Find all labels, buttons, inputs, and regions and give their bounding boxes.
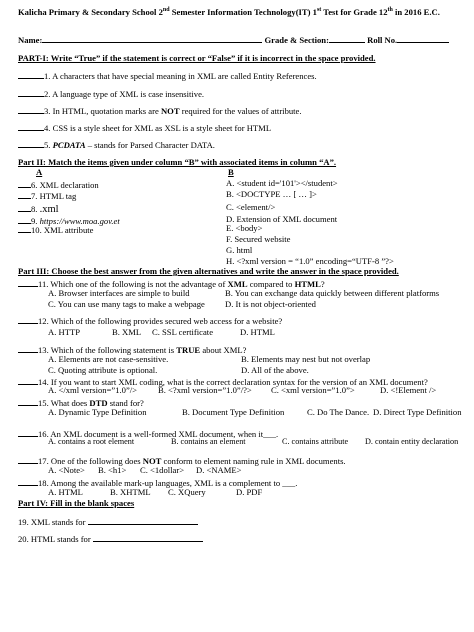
question-16: 16. An XML document is a well-formed XML document, when it___. <box>18 428 278 439</box>
match-item-b: A. <student id='101'></student> <box>226 178 338 188</box>
answer-blank[interactable] <box>18 344 38 353</box>
option: B. You can exchange data quickly between different platforms <box>225 288 440 298</box>
answer-blank[interactable] <box>88 516 198 525</box>
part4-heading: Part IV: Fill in the blank spaces <box>18 498 135 508</box>
match-item-a: 7. HTML tag <box>18 190 76 201</box>
option: A. Dynamic Type Definition <box>48 407 147 417</box>
option: B. <?xml version=”1.0”/?> <box>158 385 252 395</box>
roll-label: Roll No. <box>367 35 398 45</box>
option: D. It is not object-oriented <box>225 299 316 309</box>
answer-blank[interactable] <box>18 278 38 287</box>
option: B. Document Type Definition <box>182 407 285 417</box>
answer-blank[interactable] <box>18 139 44 148</box>
option: C. You can use many tags to make a webpage <box>48 299 205 309</box>
answer-blank[interactable] <box>18 190 31 199</box>
option: C. <1dollar> <box>140 465 185 475</box>
match-item-b: H. <?xml version = “1.0” encoding=“UTF-8 ”?> <box>226 256 394 266</box>
question-17: 17. One of the following does NOT conform to element naming rule in XML documents. <box>18 455 346 466</box>
answer-blank[interactable] <box>18 315 38 324</box>
grade-section-label: Grade & Section: <box>264 35 329 45</box>
part3-heading: Part III: Choose the best answer from the given alternatives and write the answer in the space provided. <box>18 266 399 276</box>
match-item-b: B. <DOCTYPE … [ … ]> <box>226 189 317 199</box>
student-info-line <box>18 34 449 45</box>
question-19: 19. XML stands for <box>18 516 198 527</box>
question-15: 15. What does DTD stand for? <box>18 397 144 408</box>
option: C. SSL certificate <box>152 327 214 337</box>
part1-question: 1. A characters that have special meaning in XML are called Entity References. <box>18 70 317 81</box>
option: D. contain entity declaration <box>365 437 459 446</box>
answer-blank[interactable] <box>18 215 31 224</box>
answer-blank[interactable] <box>18 203 31 212</box>
question-13: 13. Which of the following statement is TRUE about XML? <box>18 344 246 355</box>
option: D. All of the above. <box>241 365 309 375</box>
column-a-header: A <box>36 167 43 177</box>
option: C. <xml version=”1.0”> <box>271 385 355 395</box>
match-item-a: 6. XML declaration <box>18 179 99 190</box>
part1-question: 2. A language type of XML is case insensitive. <box>18 88 204 99</box>
option: B. XML <box>112 327 142 337</box>
match-item-a: 10. XML attribute <box>18 224 93 235</box>
option: B. <h1> <box>98 465 127 475</box>
part2-heading: Part II: Match the items given under column “B” with associated items in column “A”. <box>18 157 337 167</box>
answer-blank[interactable] <box>18 105 44 114</box>
question-12: 12. Which of the following provides secured web access for a website? <box>18 315 282 326</box>
option: A. contains a root element <box>48 437 135 446</box>
part1-question: 3. In HTML, quotation marks are NOT required for the values of attribute. <box>18 105 302 116</box>
column-b-header: B <box>228 167 234 177</box>
option: A. </xml version=”1.0”/> <box>48 385 138 395</box>
answer-blank[interactable] <box>18 397 38 406</box>
part1-question: 5. PCDATA – stands for Parsed Character DATA. <box>18 139 215 150</box>
option: B. XHTML <box>110 487 151 497</box>
option: B. Elements may nest but not overlap <box>241 354 371 364</box>
option: A. <Note> <box>48 465 85 475</box>
answer-blank[interactable] <box>18 88 44 97</box>
option: A. HTTP <box>48 327 80 337</box>
option: D. Direct Type Definition <box>373 407 462 417</box>
answer-blank[interactable] <box>18 122 44 131</box>
option: D. HTML <box>240 327 275 337</box>
question-11: 11. Which one of the following is not the advantage of XML compared to HTML? <box>18 278 325 289</box>
roll-field[interactable] <box>397 34 449 43</box>
option: D. <!Element /> <box>380 385 437 395</box>
option: C. Quoting attribute is optional. <box>48 365 158 375</box>
option: D. PDF <box>236 487 263 497</box>
answer-blank[interactable] <box>18 224 31 233</box>
answer-blank[interactable] <box>18 376 38 385</box>
answer-blank[interactable] <box>18 455 38 464</box>
answer-blank[interactable] <box>18 179 31 188</box>
match-item-b: C. <element/> <box>226 202 276 212</box>
exam-title: Kalicha Primary & Secondary School 2nd Semester Information Technology(IT) 1st Test for Grade 12th in 2016 E.C. <box>18 7 440 17</box>
option: B. contains an element <box>171 437 246 446</box>
option: A. Elements are not case-sensitive. <box>48 354 169 364</box>
option: C. contains attribute <box>282 437 349 446</box>
part1-heading: PART-I: Write “True” if the statement is correct or “False” if it is incorrect in the space provided. <box>18 53 376 63</box>
match-item-b: D. Extension of XML document <box>226 214 338 224</box>
match-item-b: G. html <box>226 245 253 255</box>
option: D. <NAME> <box>196 465 242 475</box>
name-field[interactable] <box>42 34 262 43</box>
question-20: 20. HTML stands for <box>18 533 203 544</box>
grade-section-field[interactable] <box>329 34 365 43</box>
match-item-b: F. Secured website <box>226 234 291 244</box>
answer-blank[interactable] <box>18 477 38 486</box>
match-item-a: 8. .xml <box>18 203 59 216</box>
question-14: 14. If you want to start XML coding, what is the correct declaration syntax for the version of an XML document? <box>18 376 428 387</box>
option: C. XQuery <box>168 487 206 497</box>
answer-blank[interactable] <box>18 428 38 437</box>
question-18: 18. Among the available mark-up languages, XML is a complement to ___. <box>18 477 297 488</box>
option: A. HTML <box>48 487 83 497</box>
option: C. Do The Dance. <box>307 407 370 417</box>
answer-blank[interactable] <box>18 70 44 79</box>
answer-blank[interactable] <box>93 533 203 542</box>
part1-question: 4. CSS is a style sheet for XML as XSL is a style sheet for HTML <box>18 122 271 133</box>
option: A. Browser interfaces are simple to build <box>48 288 190 298</box>
match-item-a: 9. https://www.moa.gov.et <box>18 215 120 226</box>
match-item-b: E. <body> <box>226 223 263 233</box>
name-label: Name: <box>18 35 43 45</box>
